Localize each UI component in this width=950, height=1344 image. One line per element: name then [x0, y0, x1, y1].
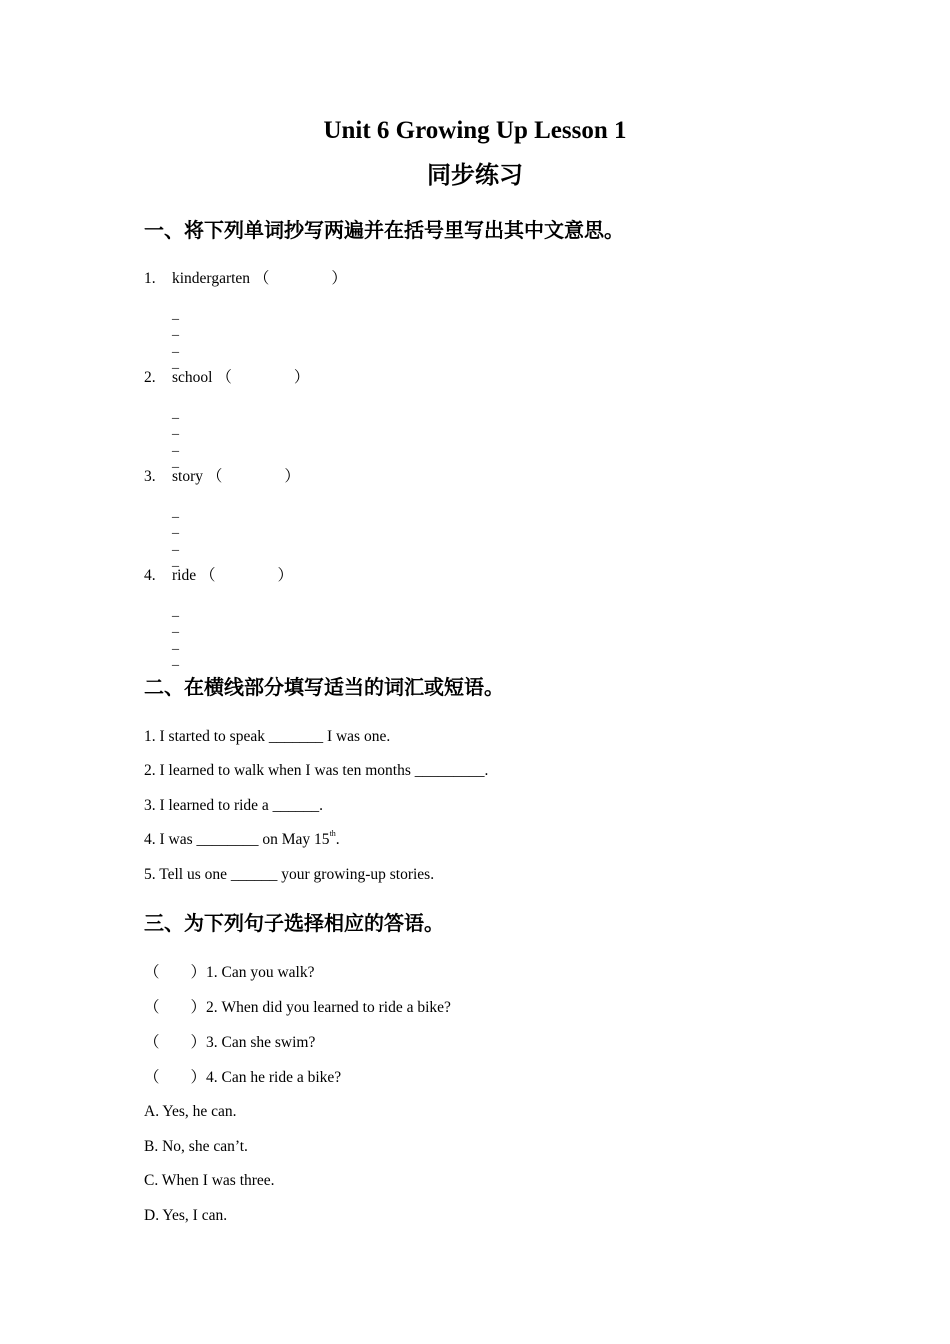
item-number: 4. — [144, 567, 156, 584]
copy-line: _ — [172, 340, 179, 355]
question-line: （ ）1. Can you walk? — [144, 964, 315, 981]
item-word: ride — [172, 567, 197, 584]
answer-option: A. Yes, he can. — [144, 1103, 237, 1120]
answer-blank: （ ） — [199, 567, 293, 584]
copy-line: _ — [172, 406, 179, 421]
item-number: 1. — [144, 270, 156, 287]
copy-line: _ — [172, 554, 179, 569]
line-end: . — [335, 831, 340, 848]
page-subtitle: 同步练习 — [427, 161, 523, 189]
fill-blank-line — [144, 830, 340, 850]
word-item — [144, 269, 347, 289]
item-number: 2. — [144, 369, 156, 386]
answer-blank: （ ） — [253, 270, 347, 287]
copy-line: _ — [172, 439, 179, 454]
copy-line: _ — [172, 307, 179, 322]
fill-blank-line: 2. I learned to walk when I was ten months _________. — [144, 762, 489, 779]
question-line: （ ）3. Can she swim? — [144, 1034, 316, 1051]
section-1-heading: 一、将下列单词抄写两遍并在括号里写出其中文意思。 — [144, 218, 624, 242]
copy-line: _ — [172, 620, 179, 635]
section-2-heading: 二、在横线部分填写适当的词汇或短语。 — [144, 675, 504, 699]
word-item — [144, 467, 300, 487]
word-item — [144, 368, 309, 388]
answer-blank: （ ） — [206, 468, 300, 485]
copy-line: _ — [172, 521, 179, 536]
answer-option: C. When I was three. — [144, 1172, 275, 1189]
fill-blank-line: 5. Tell us one ______ your growing-up stories. — [144, 866, 435, 883]
word-item — [144, 566, 293, 586]
copy-line: _ — [172, 356, 179, 371]
copy-line: _ — [172, 323, 179, 338]
answer-option: B. No, she can’t. — [144, 1138, 248, 1155]
question-line: （ ）4. Can he ride a bike? — [144, 1069, 342, 1086]
copy-line: _ — [172, 455, 179, 470]
ordinal-suffix: th — [329, 829, 336, 838]
answer-blank: （ ） — [216, 369, 310, 386]
page-title: Unit 6 Growing Up Lesson 1 — [323, 117, 627, 144]
copy-line: _ — [172, 422, 179, 437]
fill-blank-line: 1. I started to speak _______ I was one. — [144, 728, 391, 745]
answer-option: D. Yes, I can. — [144, 1207, 228, 1224]
line-text: 4. I was ________ on May 15 — [144, 831, 330, 848]
copy-line: _ — [172, 637, 179, 652]
item-word: kindergarten — [172, 270, 251, 287]
item-word: school — [172, 369, 213, 386]
item-word: story — [172, 468, 203, 485]
item-number: 3. — [144, 468, 156, 485]
copy-line: _ — [172, 604, 179, 619]
copy-line: _ — [172, 505, 179, 520]
question-line: （ ）2. When did you learned to ride a bike? — [144, 999, 451, 1016]
copy-line: _ — [172, 653, 179, 668]
fill-blank-line: 3. I learned to ride a ______. — [144, 797, 324, 814]
section-3-heading: 三、为下列句子选择相应的答语。 — [144, 911, 444, 935]
copy-line: _ — [172, 538, 179, 553]
